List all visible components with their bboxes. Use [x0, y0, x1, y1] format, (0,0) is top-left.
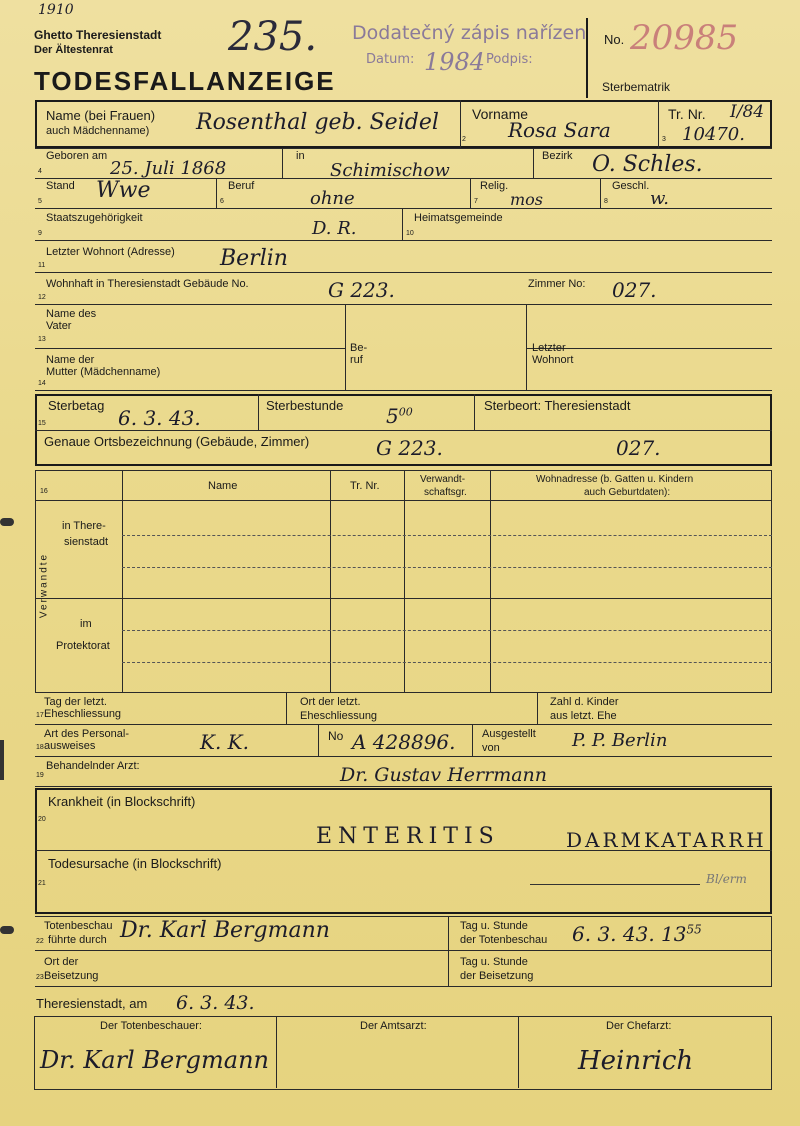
- zimmer-value: 027.: [612, 278, 657, 302]
- stamp-text: Dodatečný zápis nařízen: [352, 22, 587, 44]
- beisetzung-ort-label-1: Ort der: [44, 956, 79, 968]
- row-number: 4: [38, 168, 42, 175]
- header-divider: [586, 18, 588, 98]
- letzter-label-1: Letzter: [532, 342, 566, 354]
- rule: [282, 148, 283, 178]
- geboren-label: Geboren am: [46, 150, 108, 162]
- rule: [460, 100, 461, 148]
- art-label-2: ausweises: [44, 740, 96, 752]
- arzt-value: Dr. Gustav Herrmann: [340, 764, 548, 786]
- rule: [216, 178, 217, 208]
- rule: [600, 178, 601, 208]
- beisetzung-tag-label-2: der Beisetzung: [460, 970, 534, 982]
- row-number: 15: [38, 420, 46, 427]
- rule: [35, 756, 772, 757]
- mutter-label-1: Name der: [46, 354, 95, 366]
- row-number: 5: [38, 198, 42, 205]
- row-number: 18: [36, 744, 44, 751]
- rule: [330, 470, 331, 692]
- row-number: 2: [462, 136, 466, 143]
- place-date-label: Theresienstadt, am: [36, 996, 148, 1011]
- letzter-label-2: Wohnort: [532, 354, 574, 366]
- ausgestellt-label-2: von: [482, 742, 500, 754]
- tag-stunde-hour: 13: [661, 922, 687, 946]
- rule: [402, 208, 403, 240]
- row-number: 7: [474, 198, 478, 205]
- rule: [474, 394, 475, 430]
- rule: [35, 598, 772, 599]
- stamp-podpis-label: Podpis:: [486, 52, 533, 67]
- tag-stunde-label-1: Tag u. Stunde: [460, 920, 528, 932]
- row-number: 22: [36, 938, 44, 945]
- chefarzt-signature: Heinrich: [578, 1046, 694, 1076]
- krankheit-value-2: DARMKATARRH: [566, 828, 767, 852]
- col-adresse-2: auch Geburtdaten):: [584, 487, 671, 498]
- row2-label-2: Protektorat: [56, 640, 110, 652]
- rule: [470, 178, 471, 208]
- wohnhaft-value: G 223.: [328, 278, 395, 302]
- rule: [404, 470, 405, 692]
- beruf-label: Beruf: [228, 180, 255, 192]
- beruf2-label-2: ruf: [350, 354, 363, 366]
- rule: [122, 470, 123, 692]
- rule: [472, 724, 473, 756]
- arzt-label: Behandelnder Arzt:: [46, 760, 140, 772]
- mutter-label-2: Mutter (Mädchenname): [46, 366, 161, 378]
- geboren-value: 25. Juli 1868: [110, 158, 227, 179]
- rule: [286, 692, 287, 724]
- chefarzt-label: Der Chefarzt:: [606, 1020, 672, 1032]
- rule: [526, 304, 527, 390]
- bezirk-label: Bezirk: [542, 150, 573, 162]
- wohnort-value: Berlin: [220, 246, 288, 271]
- art-value: K. K.: [200, 730, 249, 754]
- rule: [658, 100, 659, 148]
- name-label-text: Name (bei Frauen): [46, 108, 156, 123]
- geschl-value: w.: [650, 188, 669, 209]
- row-number: 9: [38, 230, 42, 237]
- sterbestunde-value: [386, 404, 413, 428]
- sterbetag-label: Sterbetag: [48, 398, 105, 413]
- sterbetag-value: 6. 3. 43.: [118, 406, 201, 430]
- zimmer-label: Zimmer No:: [528, 278, 586, 290]
- beruf2-label-1: Be-: [350, 342, 368, 354]
- punch-hole-mark: [0, 518, 14, 526]
- row-number: 14: [38, 380, 46, 387]
- tag-stunde-label-2: der Totenbeschau: [460, 934, 548, 946]
- rule: [276, 1016, 277, 1088]
- rule: [537, 692, 538, 724]
- ort-ehe-label-1: Ort der letzt.: [300, 696, 361, 708]
- no-label: No.: [604, 32, 625, 47]
- stamp-datum-value: 1984: [424, 48, 486, 76]
- punch-hole-mark: [0, 926, 14, 934]
- sterbestunde-hour: 5: [386, 404, 399, 428]
- stand-value: Wwe: [96, 178, 151, 203]
- rule: [35, 724, 772, 725]
- name-value: Rosenthal geb. Seidel: [196, 110, 439, 135]
- heimat-label: Heimatsgemeinde: [414, 212, 503, 224]
- row-number: 10: [406, 230, 414, 237]
- totenbeschau-label-1: Totenbeschau: [44, 920, 113, 932]
- row-number: 13: [38, 336, 46, 343]
- rule: [35, 470, 36, 692]
- vorname-value: Rosa Sara: [508, 118, 611, 142]
- sterbestunde-min: 00: [398, 405, 413, 419]
- row-number: 3: [662, 136, 666, 143]
- col-adresse-1: Wohnadresse (b. Gatten u. Kindern: [536, 474, 694, 485]
- binder-clip-mark: [0, 740, 4, 780]
- row-number: 16: [40, 488, 48, 495]
- geschl-label: Geschl.: [612, 180, 650, 192]
- rule: [490, 470, 491, 692]
- rule: [122, 567, 772, 568]
- rule: [35, 430, 772, 431]
- rule: [122, 630, 772, 631]
- ort-ehe-label-2: Eheschliessung: [300, 710, 378, 722]
- staats-label: Staatszugehörigkeit: [46, 212, 143, 224]
- registration-stamp: [352, 22, 602, 92]
- vorname-label: Vorname: [472, 106, 529, 122]
- staats-value: D. R.: [312, 218, 357, 239]
- row-number: 12: [38, 294, 46, 301]
- wohnhaft-label: Wohnhaft in Theresienstadt Gebäude No.: [46, 278, 249, 290]
- totenbeschau-value: Dr. Karl Bergmann: [120, 918, 330, 943]
- ortsbez-value: G 223.: [376, 436, 443, 460]
- vater-label-1: Name des: [46, 308, 97, 320]
- beisetzung-ort-label-2: Beisetzung: [44, 970, 99, 982]
- ausweis-no-label: No: [328, 729, 344, 743]
- rule: [35, 950, 772, 951]
- beisetzung-tag-label-1: Tag u. Stunde: [460, 956, 528, 968]
- rule: [345, 304, 346, 390]
- row1-label-1: in There-: [62, 520, 106, 532]
- rule: [35, 986, 772, 987]
- rule: [35, 916, 772, 917]
- name-sub-label: auch Mädchenname): [46, 125, 150, 137]
- rule: [533, 148, 534, 178]
- amtsarzt-label: Der Amtsarzt:: [360, 1020, 427, 1032]
- place-date-value: 6. 3. 43.: [176, 992, 255, 1014]
- trnr-value-2: 10470.: [682, 124, 745, 145]
- row-number: 6: [220, 198, 224, 205]
- tag-stunde-date: 6. 3. 43.: [572, 922, 655, 946]
- row-number: 8: [604, 198, 608, 205]
- row2-label-1: im: [80, 618, 92, 630]
- relig-value: mos: [510, 190, 544, 209]
- rule: [35, 786, 772, 787]
- ortsbez-label: Genaue Ortsbezeichnung (Gebäude, Zimmer): [44, 434, 310, 449]
- rule: [318, 724, 319, 756]
- stand-label: Stand: [46, 180, 75, 192]
- rule: [122, 535, 772, 536]
- verwandte-side-label: Verwandte: [38, 552, 50, 619]
- ursache-label: Todesursache (in Blockschrift): [48, 856, 222, 871]
- sterbestunde-label: Sterbestunde: [266, 398, 344, 413]
- tag-ehe-label-1: Tag der letzt.: [44, 696, 107, 708]
- ghetto-name: Ghetto Theresienstadt: [34, 28, 162, 42]
- krankheit-label: Krankheit (in Blockschrift): [48, 794, 196, 809]
- ausgestellt-value: P. P. Berlin: [572, 730, 668, 751]
- in-label: in: [296, 150, 305, 162]
- top-note: 1910: [38, 2, 74, 18]
- bezirk-value: O. Schles.: [592, 152, 703, 177]
- totenbeschauer-label: Der Totenbeschauer:: [100, 1020, 202, 1032]
- form-title: TODESFALLANZEIGE: [34, 66, 336, 96]
- col-name: Name: [208, 480, 238, 492]
- handwritten-number: 235.: [228, 14, 318, 60]
- col-trnr: Tr. Nr.: [350, 480, 380, 492]
- relig-label: Relig.: [480, 180, 509, 192]
- name-label: [46, 108, 155, 123]
- tag-stunde-min: 55: [686, 922, 702, 937]
- rule: [771, 916, 772, 986]
- tag-stunde-value: [572, 922, 702, 946]
- stamp-datum-label: Datum:: [366, 52, 415, 67]
- ortsbez-room: 027.: [616, 436, 661, 460]
- trnr-label: Tr. Nr.: [668, 106, 706, 122]
- sterbematrik-label: Sterbematrik: [602, 80, 671, 94]
- row-number: 20: [38, 816, 46, 823]
- ausgestellt-label-1: Ausgestellt: [482, 728, 536, 740]
- no-value: 20985: [630, 18, 739, 58]
- rule: [35, 390, 772, 391]
- sterbeort-label: Sterbeort: Theresienstadt: [484, 398, 631, 413]
- rule: [35, 348, 345, 349]
- rule: [518, 1016, 519, 1088]
- in-value: Schimischow: [330, 160, 450, 181]
- rule: [448, 916, 449, 986]
- totenbeschau-label-2: führte durch: [48, 934, 107, 946]
- rule: [35, 148, 772, 149]
- rule: [122, 662, 772, 663]
- rule: [35, 240, 772, 241]
- row-number: 11: [38, 262, 46, 269]
- tag-ehe-label-2: Eheschliessung: [44, 708, 122, 720]
- ausweis-no-value: A 428896.: [352, 730, 456, 754]
- rule: [35, 272, 772, 273]
- col-verw-1: Verwandt-: [420, 474, 466, 485]
- rule: [35, 304, 772, 305]
- wohnort-label: Letzter Wohnort (Adresse): [46, 246, 175, 258]
- row-number: 19: [36, 772, 44, 779]
- kinder-label-2: aus letzt. Ehe: [550, 710, 617, 722]
- beruf-value: ohne: [310, 188, 355, 209]
- ursache-stroke: [530, 884, 700, 885]
- col-verw-2: schaftsgr.: [424, 487, 467, 498]
- ursache-mark: Bl/erm: [706, 872, 747, 886]
- art-label-1: Art des Personal-: [44, 728, 129, 740]
- kinder-label-1: Zahl d. Kinder: [550, 696, 619, 708]
- rule: [35, 692, 772, 693]
- krankheit-value-1: ENTERITIS: [316, 824, 500, 849]
- row-number: 21: [38, 880, 46, 887]
- row-number: 23: [36, 974, 44, 981]
- rule: [258, 394, 259, 430]
- trnr-value-1: I/84: [730, 102, 765, 122]
- row1-label-2: sienstadt: [64, 536, 109, 548]
- council-name: Der Ältestenrat: [34, 44, 113, 56]
- totenbeschauer-signature: Dr. Karl Bergmann: [40, 1046, 270, 1074]
- rule: [771, 470, 772, 692]
- row-number: 17: [36, 712, 44, 719]
- vater-label-2: Vater: [46, 320, 72, 332]
